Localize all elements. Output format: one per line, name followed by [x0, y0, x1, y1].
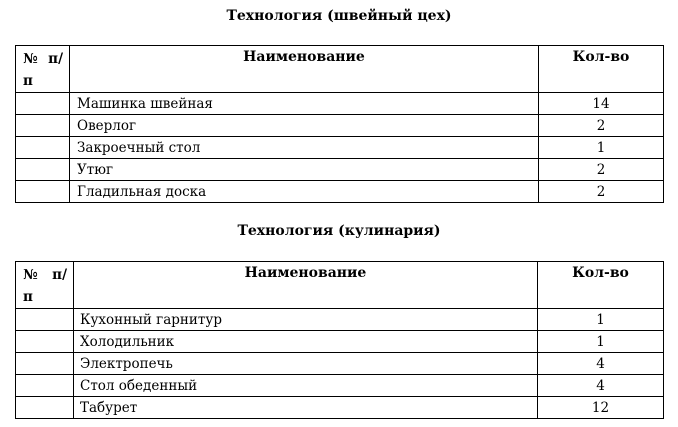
- table-row: [16, 375, 664, 397]
- cell-name: Машинка швейная: [70, 93, 539, 115]
- cell-number: [16, 181, 70, 203]
- cell-quantity: 4: [538, 353, 664, 375]
- cell-number: [16, 397, 74, 419]
- table-row: [16, 331, 664, 353]
- cell-quantity: 1: [538, 331, 664, 353]
- table-row: [16, 397, 664, 419]
- table-header-row: [16, 46, 664, 93]
- table-row: [16, 309, 664, 331]
- cell-name: Кухонный гарнитур: [74, 309, 538, 331]
- column-header-number: № п/ п: [16, 46, 70, 93]
- cell-name: Оверлог: [70, 115, 539, 137]
- section-title-sewing: Технология (швейный цех): [226, 8, 452, 24]
- cell-name: Электропечь: [74, 353, 538, 375]
- column-header-name: Наименование: [70, 46, 539, 93]
- cell-number: [16, 331, 74, 353]
- column-header-quantity: Кол-во: [538, 262, 664, 309]
- cell-number: [16, 137, 70, 159]
- cell-number: [16, 159, 70, 181]
- cell-quantity: 2: [539, 181, 664, 203]
- cell-number: [16, 115, 70, 137]
- cell-name: Табурет: [74, 397, 538, 419]
- cell-name: Холодильник: [74, 331, 538, 353]
- cell-name: Стол обеденный: [74, 375, 538, 397]
- cell-quantity: 1: [538, 309, 664, 331]
- column-header-quantity: Кол-во: [539, 46, 664, 93]
- table-row: [16, 115, 664, 137]
- cell-name: Утюг: [70, 159, 539, 181]
- cell-name: Закроечный стол: [70, 137, 539, 159]
- cell-name: Гладильная доска: [70, 181, 539, 203]
- table-row: [16, 181, 664, 203]
- cell-number: [16, 353, 74, 375]
- table-row: [16, 93, 664, 115]
- cell-quantity: 2: [539, 159, 664, 181]
- section-title-cooking: Технология (кулинария): [237, 223, 441, 239]
- cell-number: [16, 93, 70, 115]
- cell-quantity: 14: [539, 93, 664, 115]
- cell-number: [16, 375, 74, 397]
- cell-quantity: 12: [538, 397, 664, 419]
- equipment-table-cooking: [15, 261, 664, 419]
- cell-quantity: 4: [538, 375, 664, 397]
- table-row: [16, 137, 664, 159]
- cell-number: [16, 309, 74, 331]
- column-header-number: № п/ п: [16, 262, 74, 309]
- column-header-name: Наименование: [74, 262, 538, 309]
- equipment-table-sewing: [15, 45, 664, 203]
- table-row: [16, 353, 664, 375]
- table-header-row: [16, 262, 664, 309]
- table-row: [16, 159, 664, 181]
- cell-quantity: 1: [539, 137, 664, 159]
- cell-quantity: 2: [539, 115, 664, 137]
